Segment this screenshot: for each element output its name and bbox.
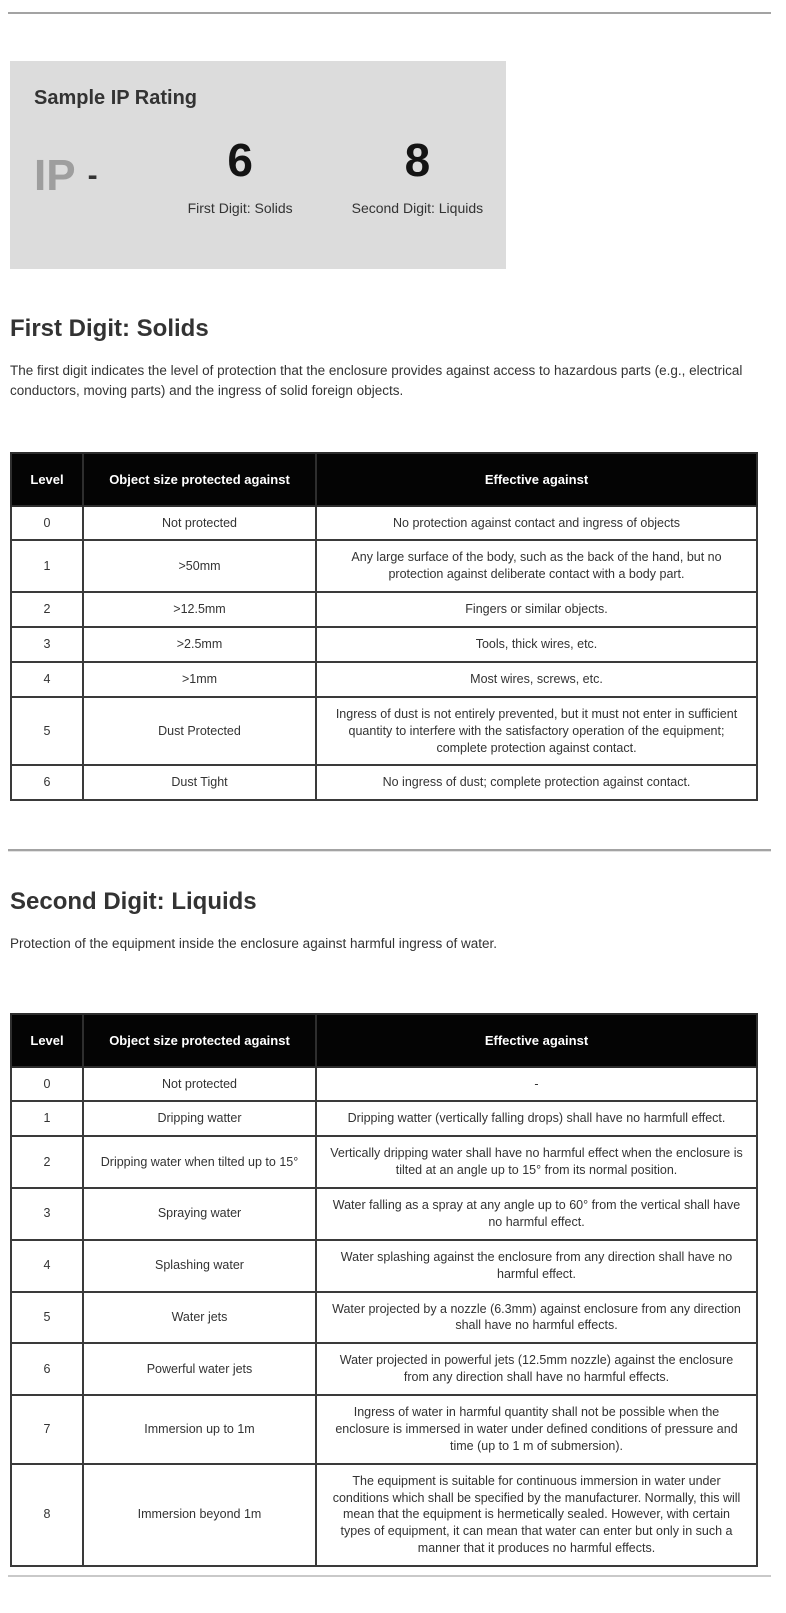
table-row xyxy=(11,1136,757,1188)
table-row xyxy=(11,627,757,662)
first-digit-value: 6 xyxy=(227,134,253,186)
bottom-divider xyxy=(8,1575,771,1577)
table-header-row xyxy=(11,453,757,506)
level-header: Level xyxy=(11,1014,83,1067)
level-cell: 1 xyxy=(11,540,83,592)
effective-against-cell: Water projected by a nozzle (6.3mm) against enclosure from any direction shall have no harmful effects. xyxy=(316,1292,757,1344)
effective-against-cell: Ingress of dust is not entirely prevented, but it must not enter in sufficient quantity to interfere with the satisfactory operation of the equipment; complete protection against contact. xyxy=(316,697,757,766)
effective-against-header: Effective against xyxy=(316,453,757,506)
object-size-cell: Water jets xyxy=(83,1292,316,1344)
object-size-cell: Splashing water xyxy=(83,1240,316,1292)
level-cell: 5 xyxy=(11,697,83,766)
sample-ip-rating-box xyxy=(10,61,506,269)
table-row xyxy=(11,592,757,627)
level-cell: 6 xyxy=(11,1343,83,1395)
object-size-cell: Dust Protected xyxy=(83,697,316,766)
table-row xyxy=(11,1188,757,1240)
section-heading-liquids: Second Digit: Liquids xyxy=(10,888,257,916)
effective-against-cell: The equipment is suitable for continuous immersion in water under conditions which shall be specified by the manufacturer. Normally, this will mean that the equipment is hermetically sealed. However, with certain types of equipment, it can mean that water can enter but only in such a manner that it produces no harmful effects. xyxy=(316,1464,757,1566)
effective-against-cell: Fingers or similar objects. xyxy=(316,592,757,627)
solids-rating-table xyxy=(10,452,758,802)
level-cell: 2 xyxy=(11,592,83,627)
object-size-cell: Immersion up to 1m xyxy=(83,1395,316,1464)
second-digit-value: 8 xyxy=(404,134,431,186)
effective-against-header: Effective against xyxy=(316,1014,757,1067)
level-cell: 4 xyxy=(11,662,83,697)
second-digit-label: Second Digit: Liquids xyxy=(351,200,484,217)
object-size-cell: Immersion beyond 1m xyxy=(83,1464,316,1566)
level-cell: 3 xyxy=(11,1188,83,1240)
table-row xyxy=(11,1067,757,1102)
effective-against-cell: Water splashing against the enclosure from any direction shall have no harmful effect. xyxy=(316,1240,757,1292)
table-row xyxy=(11,1292,757,1344)
first-digit-column xyxy=(152,136,329,216)
effective-against-cell: Dripping watter (vertically falling drops) shall have no harmfull effect. xyxy=(316,1101,757,1136)
section-description-liquids: Protection of the equipment inside the enclosure against harmful ingress of water. xyxy=(10,936,498,952)
effective-against-cell: Water falling as a spray at any angle up to 60° from the vertical shall have no harmful effect. xyxy=(316,1188,757,1240)
object-size-cell: Not protected xyxy=(83,506,316,541)
object-size-header: Object size protected against xyxy=(83,1014,316,1067)
rating-row xyxy=(34,136,506,216)
table-row xyxy=(11,765,757,800)
level-cell: 0 xyxy=(11,1067,83,1102)
object-size-cell: >12.5mm xyxy=(83,592,316,627)
level-cell: 8 xyxy=(11,1464,83,1566)
table-row xyxy=(11,540,757,592)
first-digit-label: First Digit: Solids xyxy=(187,200,293,217)
sample-box-title: Sample IP Rating xyxy=(34,87,198,109)
object-size-cell: Spraying water xyxy=(83,1188,316,1240)
object-size-cell: >50mm xyxy=(83,540,316,592)
table-row xyxy=(11,1240,757,1292)
level-cell: 0 xyxy=(11,506,83,541)
object-size-cell: Not protected xyxy=(83,1067,316,1102)
ip-separator: - xyxy=(87,159,98,193)
object-size-header: Object size protected against xyxy=(83,453,316,506)
level-cell: 6 xyxy=(11,765,83,800)
object-size-cell: Dust Tight xyxy=(83,765,316,800)
object-size-cell: >2.5mm xyxy=(83,627,316,662)
effective-against-cell: No ingress of dust; complete protection against contact. xyxy=(316,765,757,800)
level-cell: 1 xyxy=(11,1101,83,1136)
level-cell: 7 xyxy=(11,1395,83,1464)
object-size-cell: Dripping watter xyxy=(83,1101,316,1136)
level-cell: 3 xyxy=(11,627,83,662)
second-digit-column xyxy=(329,136,506,216)
effective-against-cell: - xyxy=(316,1067,757,1102)
effective-against-cell: Ingress of water in harmful quantity shall not be possible when the enclosure is immersed in water under defined conditions of pressure and time (up to 1 m of submersion). xyxy=(316,1395,757,1464)
table-row xyxy=(11,506,757,541)
table-row xyxy=(11,1101,757,1136)
effective-against-cell: Most wires, screws, etc. xyxy=(316,662,757,697)
section-divider xyxy=(8,849,771,852)
table-row xyxy=(11,1395,757,1464)
effective-against-cell: No protection against contact and ingress of objects xyxy=(316,506,757,541)
level-cell: 5 xyxy=(11,1292,83,1344)
level-cell: 4 xyxy=(11,1240,83,1292)
object-size-cell: >1mm xyxy=(83,662,316,697)
table-row xyxy=(11,662,757,697)
effective-against-cell: Tools, thick wires, etc. xyxy=(316,627,757,662)
section-liquids xyxy=(0,888,786,1567)
effective-against-cell: Water projected in powerful jets (12.5mm nozzle) against the enclosure from any direction shall have no harmful effects. xyxy=(316,1343,757,1395)
table-row xyxy=(11,1464,757,1566)
table-row xyxy=(11,1343,757,1395)
effective-against-cell: Vertically dripping water shall have no harmful effect when the enclosure is tilted at an angle up to 15° from its normal position. xyxy=(316,1136,757,1188)
ip-prefix-group xyxy=(34,151,152,201)
top-divider xyxy=(8,12,771,14)
section-heading-solids: First Digit: Solids xyxy=(10,315,209,342)
object-size-cell: Powerful water jets xyxy=(83,1343,316,1395)
object-size-cell: Dripping water when tilted up to 15° xyxy=(83,1136,316,1188)
section-solids xyxy=(0,315,786,801)
level-header: Level xyxy=(11,453,83,506)
ip-prefix: IP xyxy=(34,151,76,201)
section-description-solids: The first digit indicates the level of protection that the enclosure provides against access to hazardous parts (e.g., electrical conductors, moving parts) and the ingress of solid foreign objects. xyxy=(10,363,743,399)
table-row xyxy=(11,697,757,766)
liquids-rating-table xyxy=(10,1013,758,1568)
table-header-row xyxy=(11,1014,757,1067)
level-cell: 2 xyxy=(11,1136,83,1188)
effective-against-cell: Any large surface of the body, such as the back of the hand, but no protection against deliberate contact with a body part. xyxy=(316,540,757,592)
